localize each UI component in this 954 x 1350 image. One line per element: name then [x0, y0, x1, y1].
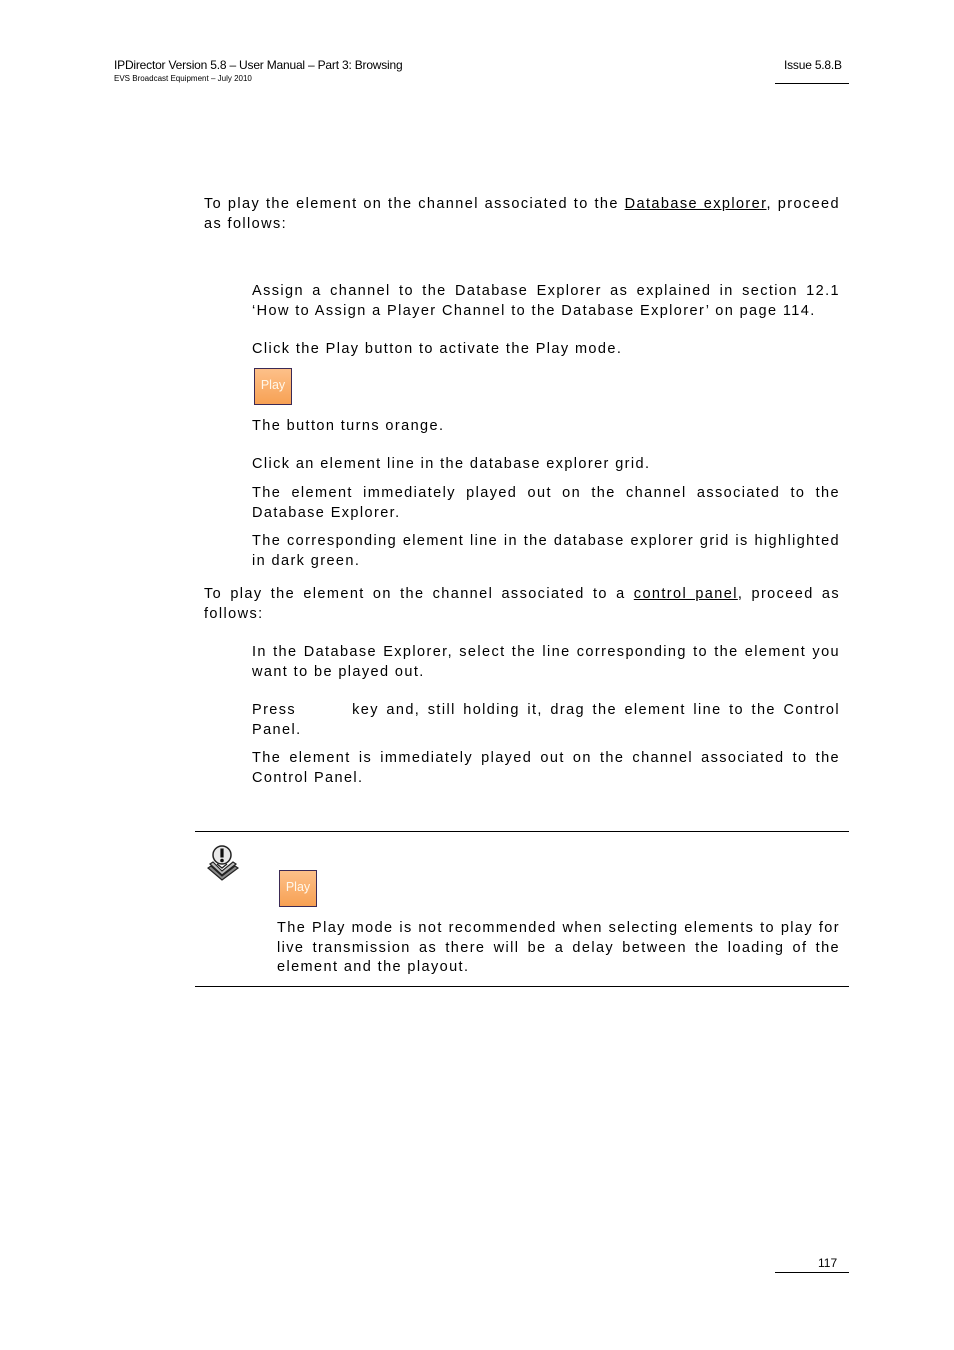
note-pin-icon: [206, 844, 240, 884]
note-play-button[interactable]: Play: [279, 870, 317, 907]
step-select-line: In the Database Explorer, select the line corresponding to the element you want to be played out.: [252, 644, 840, 680]
step-click-result-highlight: The corresponding element line in the database explorer grid is highlighted in dark green.: [252, 533, 840, 569]
control-panel-link[interactable]: control panel: [633, 586, 738, 602]
step-click-result-played: The element immediately played out on the channel associated to the Database Explorer.: [252, 485, 840, 521]
intro-text-after: , proceed as follows:: [204, 196, 840, 232]
intro2-text-after: , proceed as follows:: [204, 586, 841, 622]
step-assign-channel: Assign a channel to the Database Explorer as explained in section 12.1 ‘How to Assign a Player Channel to the Database Explorer’ on page 114.: [252, 283, 840, 319]
step-press-key-drag: [252, 701, 840, 740]
step-click-element-line: Click an element line in the database explorer grid.: [252, 456, 651, 472]
drag-text: key and, still holding it, drag the element line to the Control Panel.: [252, 702, 840, 738]
intro-paragraph-control-panel: [204, 585, 840, 624]
intro-text-before: To play the element on the channel associated to the: [204, 196, 625, 212]
intro2-text-before: To play the element on the channel associated to a: [204, 586, 634, 602]
step-play-result: The button turns orange.: [252, 418, 445, 434]
document-title: IPDirector Version 5.8 – User Manual – Part 3: Browsing: [114, 58, 403, 72]
intro-paragraph-database-explorer: [204, 195, 840, 234]
header-rule: [775, 83, 849, 84]
document-subtitle: EVS Broadcast Equipment – July 2010: [114, 74, 252, 83]
press-text: Press: [252, 702, 297, 718]
note-bottom-rule: [195, 986, 849, 987]
database-explorer-link[interactable]: Database explorer: [624, 196, 767, 212]
step-click-play: Click the Play button to activate the Play mode.: [252, 341, 623, 357]
issue-number: Issue 5.8.B: [784, 58, 842, 72]
footer-rule: [775, 1272, 849, 1273]
note-text: The Play mode is not recommended when selecting elements to play for live transmission as there will be a delay between the loading of the element and the playout.: [277, 920, 840, 975]
note-top-rule: [195, 831, 849, 832]
page-number: 117: [818, 1256, 838, 1270]
play-button[interactable]: Play: [254, 368, 292, 405]
step-drag-result: The element is immediately played out on the channel associated to the Control Panel.: [252, 750, 840, 786]
